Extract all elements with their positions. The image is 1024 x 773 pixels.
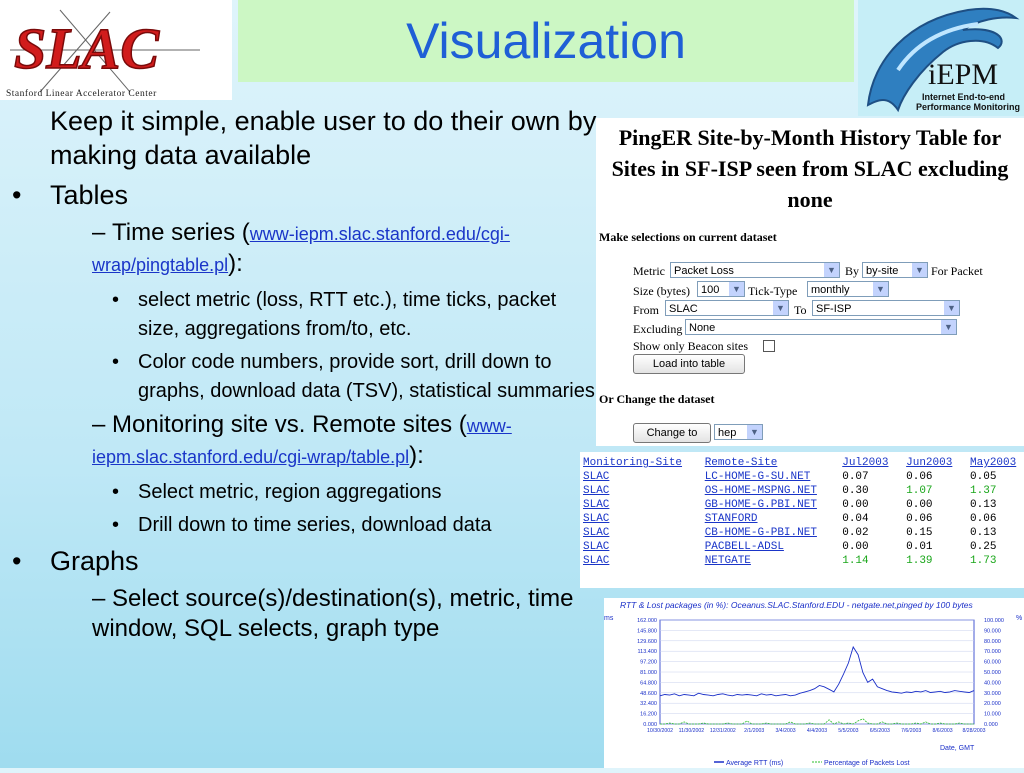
sub-sub-bullet: • Color code numbers, provide sort, drill down to graphs, download data (TSV), statistical summaries: [112, 351, 595, 402]
remote-site-cell[interactable]: [705, 484, 843, 498]
pinger-form-panel: [596, 118, 1024, 446]
bullet-keep-simple: [12, 104, 597, 172]
value-cell: 0.13: [970, 527, 997, 539]
monitoring-site-cell[interactable]: [583, 512, 705, 526]
x-tick-label: 5/5/2003: [838, 728, 859, 734]
x-axis-label: Date, GMT: [940, 745, 975, 752]
tick-type-select[interactable]: [807, 281, 889, 297]
bullet-text: Select source(s)/destination(s), metric, time window, SQL selects, graph type: [92, 585, 574, 642]
sub-sub-bullet: • Select metric, region aggregations: [112, 481, 442, 503]
bullet-graphs: [12, 544, 597, 578]
value-cell: 1.14: [842, 555, 869, 567]
y-tick-label-left: 162.000: [637, 618, 657, 624]
value-cell: 0.25: [970, 541, 997, 553]
legend-rtt-label: Average RTT (ms): [726, 760, 784, 767]
remote-site-cell[interactable]: [705, 498, 843, 512]
remote-site-cell[interactable]: [705, 540, 843, 554]
y-tick-label-right: 10.000: [984, 711, 1001, 718]
chevron-down-icon: ▼: [941, 320, 956, 334]
right-unit-label: %: [1016, 615, 1023, 622]
header-may2003[interactable]: [970, 456, 1024, 470]
x-tick-label: 10/30/2002: [647, 728, 673, 734]
y-tick-label-left: 64.800: [640, 680, 657, 687]
x-tick-label: 2/1/2003: [744, 728, 765, 734]
chevron-down-icon: ▼: [729, 282, 744, 296]
rtt-series-line: [660, 647, 974, 696]
value-cell: 0.04: [842, 513, 869, 525]
y-tick-label-right: 90.000: [984, 628, 1001, 635]
graph-title: RTT & Lost packages (in %): Oceanus.SLAC.Stanford.EDU - netgate.net,pinged by 100 bytes: [620, 600, 973, 610]
graph-series: [660, 647, 974, 724]
bullet-text: Keep it simple, enable user to do their own by making data available: [50, 106, 597, 170]
pingtable-link[interactable]: www-iepm.slac.stanford.edu/cgi-wrap/pingtable.pl: [92, 224, 510, 275]
bullet-text: Graphs: [50, 546, 139, 576]
by-value: by-site: [866, 265, 899, 277]
monitoring-site-cell[interactable]: [583, 498, 705, 512]
x-tick-label: 8/28/2003: [962, 728, 986, 734]
remote-site-cell-text: NETGATE: [704, 555, 751, 567]
y-tick-label-right: 50.000: [984, 670, 1001, 676]
sub-sub-bullet: • Drill down to time series, download data: [112, 514, 492, 536]
left-unit-label: ms: [604, 615, 614, 622]
for-packet-label: For Packet: [931, 264, 983, 278]
x-tick-label: 3/4/2003: [775, 728, 796, 734]
value-cell: 0.06: [906, 513, 933, 525]
bullet-text: ):: [228, 250, 243, 277]
bullet-text: Select metric, region aggregations: [138, 481, 442, 503]
iepm-logo-text: iEPM: [928, 58, 999, 91]
size-label: Size (bytes): [633, 284, 690, 298]
to-value: SF-ISP: [816, 303, 852, 315]
value-cell: 1.73: [970, 555, 997, 567]
bullet-text: ):: [409, 442, 424, 469]
legend-loss-label: Percentage of Packets Lost: [824, 760, 910, 767]
x-tick-label: 11/30/2002: [678, 728, 705, 734]
bullet-text: Drill down to time series, download data: [138, 514, 492, 536]
x-tick-label: 7/6/2003: [901, 728, 922, 734]
y-tick-label-left: 81.000: [640, 670, 657, 676]
monitoring-site-cell[interactable]: [583, 540, 705, 554]
chevron-down-icon: ▼: [944, 301, 959, 315]
y-tick-label-right: 40.000: [984, 680, 1001, 687]
chevron-down-icon: ▼: [912, 263, 927, 277]
value-cell: 0.00: [842, 499, 869, 511]
rtt-loss-graph-panel: [604, 598, 1024, 768]
bullet-text: select metric (loss, RTT etc.), time ticks, packet size, aggregations from/to, etc.: [138, 289, 557, 340]
pinger-title: PingER Site-by-Month History Table for Sites in SF-ISP seen from SLAC excluding none: [611, 125, 1009, 212]
y-tick-label-left: 129.600: [637, 638, 657, 645]
slac-logo-text: SLAC: [14, 16, 160, 81]
table-link[interactable]: www-iepm.slac.stanford.edu/cgi-wrap/table.pl: [92, 416, 512, 467]
y-tick-label-right: 0.000: [984, 722, 998, 728]
change-to-button[interactable]: Change to: [633, 423, 711, 443]
value-cell: 0.00: [842, 541, 869, 553]
monitoring-site-cell-text: SLAC: [583, 499, 610, 511]
table-row: [583, 526, 1024, 540]
bullet-text: Tables: [50, 180, 129, 210]
sub-bullet-time-series: – Time series (www-iepm.slac.stanford.edu/cgi-wrap/pingtable.pl):: [92, 219, 510, 277]
header-jul2003[interactable]: [842, 456, 906, 470]
x-tick-label: 4/4/2003: [806, 728, 828, 734]
value-cell: 0.01: [906, 541, 933, 553]
value-cell: 1.07: [906, 485, 933, 497]
bullet-dot: •: [12, 180, 22, 210]
iepm-subtitle-1: Internet End-to-end: [922, 92, 1005, 102]
table-row: [583, 554, 1024, 568]
bullet-text: Monitoring site vs. Remote sites (: [112, 411, 467, 438]
header-label: Remote-Site: [704, 457, 778, 469]
y-tick-label-left: 16.200: [640, 711, 657, 718]
tick-type-value: monthly: [811, 284, 850, 296]
sub-sub-bullet: • select metric (loss, RTT etc.), time ticks, packet size, aggregations from/to, etc.: [112, 289, 557, 340]
value-cell: 1.37: [970, 485, 997, 497]
header-monitoring-site[interactable]: [583, 456, 705, 470]
value-cell: 0.06: [970, 513, 997, 525]
metric-label: Metric: [633, 264, 665, 278]
header-remote-site[interactable]: [705, 456, 843, 470]
header-label: Monitoring-Site: [583, 457, 683, 469]
remote-site-cell-text: PACBELL-ADSL: [704, 541, 784, 553]
beacon-checkbox[interactable]: [763, 340, 775, 352]
value-cell: 0.07: [842, 471, 869, 483]
y-tick-label-right: 30.000: [984, 690, 1001, 697]
remote-site-cell-text: LC-HOME-G-SU.NET: [704, 471, 811, 483]
dataset-select[interactable]: [714, 424, 763, 440]
y-tick-label-left: 48.600: [640, 690, 657, 697]
metric-value: Packet Loss: [674, 265, 734, 277]
x-tick-label: 8/6/2003: [932, 728, 953, 734]
slac-logo: [0, 0, 232, 100]
remote-site-cell[interactable]: [705, 526, 843, 540]
change-dataset-label: Or Change the dataset: [599, 392, 715, 406]
chevron-down-icon: ▼: [873, 282, 888, 296]
header-label: Jun2003: [906, 457, 953, 469]
value-cell: 0.02: [842, 527, 869, 539]
load-into-table-button[interactable]: Load into table: [633, 354, 745, 374]
y-tick-label-right: 70.000: [984, 649, 1001, 656]
remote-site-cell[interactable]: [705, 470, 843, 484]
remote-site-cell-text: STANFORD: [704, 513, 758, 525]
value-cell: 1.39: [906, 555, 933, 567]
y-tick-label-left: 97.200: [640, 659, 657, 666]
slac-subtitle: Stanford Linear Accelerator Center: [6, 89, 157, 99]
iepm-logo: [858, 0, 1024, 116]
from-value: SLAC: [669, 303, 698, 315]
remote-site-cell-text: GB-HOME-G.PBI.NET: [704, 499, 817, 511]
header-jun2003[interactable]: [906, 456, 970, 470]
y-tick-label-left: 0.000: [643, 722, 657, 728]
title-banner: [238, 0, 854, 82]
value-cell: 0.05: [970, 471, 997, 483]
monitoring-site-cell-text: SLAC: [583, 555, 610, 567]
y-tick-label-left: 113.400: [637, 649, 657, 656]
history-table-panel: [580, 452, 1024, 588]
to-select[interactable]: [812, 300, 960, 316]
bullet-text: Time series (: [112, 219, 250, 246]
from-label: From: [633, 303, 660, 317]
beacon-label: Show only Beacon sites: [633, 339, 748, 353]
slide-bullets: [12, 104, 597, 650]
value-cell: 0.00: [906, 499, 933, 511]
table-body: [583, 470, 1024, 568]
monitoring-site-cell[interactable]: [583, 526, 705, 540]
value-cell: 0.30: [842, 485, 869, 497]
monitoring-site-cell[interactable]: [583, 554, 705, 568]
monitoring-site-cell-text: SLAC: [583, 471, 610, 483]
excluding-value: None: [689, 322, 716, 334]
table-header-row: [583, 456, 1024, 470]
chevron-down-icon: ▼: [747, 425, 762, 439]
chevron-down-icon: ▼: [824, 263, 839, 277]
make-selections-label: Make selections on current dataset: [599, 230, 777, 244]
header-label: Jul2003: [842, 457, 889, 469]
page-title: Visualization: [406, 13, 686, 69]
chevron-down-icon: ▼: [773, 301, 788, 315]
size-select[interactable]: [697, 281, 745, 297]
y-tick-label-left: 145.800: [637, 628, 657, 635]
iepm-subtitle-2: Performance Monitoring: [916, 102, 1021, 112]
value-cell: 0.13: [970, 499, 997, 511]
tick-type-label: Tick-Type: [748, 284, 798, 298]
table-row: [583, 498, 1024, 512]
x-tick-label: 6/5/2003: [869, 728, 890, 734]
to-label: To: [794, 303, 807, 317]
header-label: May2003: [970, 457, 1017, 469]
y-tick-label-right: 20.000: [984, 701, 1001, 708]
table-row: [583, 540, 1024, 554]
remote-site-cell[interactable]: [705, 554, 843, 568]
sub-bullet-graphs: – Select source(s)/destination(s), metric, time window, SQL selects, graph type: [92, 585, 574, 642]
value-cell: 0.06: [906, 471, 933, 483]
table-row: [583, 484, 1024, 498]
monitoring-site-cell-text: SLAC: [583, 541, 610, 553]
dataset-value: hep: [718, 427, 737, 439]
remote-site-cell-text: CB-HOME-G-PBI.NET: [704, 527, 817, 539]
loss-series-line: [660, 719, 974, 724]
by-select[interactable]: [862, 262, 928, 278]
size-value: 100: [701, 284, 720, 296]
monitoring-site-cell-text: SLAC: [583, 513, 610, 525]
table-row: [583, 470, 1024, 484]
y-tick-label-right: 100.000: [984, 618, 1004, 624]
y-tick-label-right: 80.000: [984, 638, 1001, 645]
x-tick-label: 12/31/2002: [709, 728, 736, 734]
remote-site-cell-text: OS-HOME-MSPNG.NET: [704, 485, 817, 497]
from-select[interactable]: [665, 300, 789, 316]
bullet-dot: •: [12, 546, 22, 576]
monitoring-site-cell-text: SLAC: [583, 485, 610, 497]
bullet-text: Color code numbers, provide sort, drill down to graphs, download data (TSV), statistical summaries: [138, 351, 595, 402]
y-tick-label-left: 32.400: [640, 701, 657, 708]
table-row: [583, 512, 1024, 526]
metric-select[interactable]: [670, 262, 840, 278]
by-label: By: [845, 264, 860, 278]
slac-logo-graphic: [0, 0, 232, 100]
monitoring-site-cell[interactable]: [583, 484, 705, 498]
excluding-label: Excluding: [633, 322, 683, 336]
excluding-select[interactable]: [685, 319, 957, 335]
sub-bullet-monitoring: – Monitoring site vs. Remote sites (www-iepm.slac.stanford.edu/cgi-wrap/table.pl):: [92, 411, 512, 469]
y-tick-label-right: 60.000: [984, 659, 1001, 666]
history-table: [583, 456, 1024, 568]
graph-axes: [637, 618, 1004, 734]
monitoring-site-cell[interactable]: [583, 470, 705, 484]
bullet-tables: [12, 178, 597, 212]
rtt-loss-chart: [604, 598, 1024, 768]
remote-site-cell[interactable]: [705, 512, 843, 526]
value-cell: 0.15: [906, 527, 933, 539]
monitoring-site-cell-text: SLAC: [583, 527, 610, 539]
